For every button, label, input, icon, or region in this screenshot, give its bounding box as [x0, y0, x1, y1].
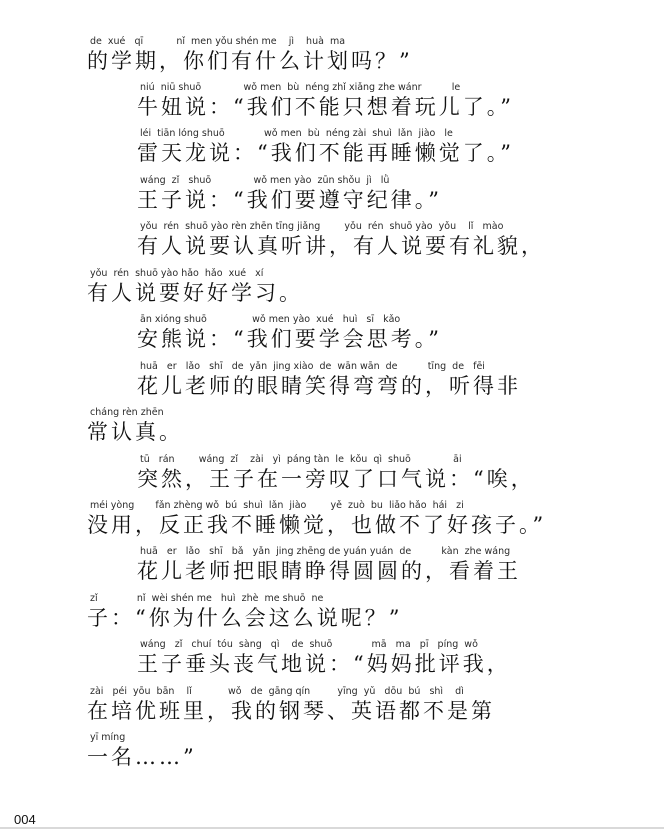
- chinese-text: 王子垂头丧气地说：“妈妈批评我，: [137, 652, 511, 676]
- pinyin-annotation: zǐ nǐ wèi shén me huì zhè me shuō ne: [90, 593, 324, 604]
- pinyin-annotation: ān xióng shuō wǒ men yào xué huì sī kǎo: [140, 314, 401, 325]
- chinese-text: 安熊说：“我们要学会思考。”: [137, 327, 442, 351]
- chinese-text: 王子说：“我们要遵守纪律。”: [137, 188, 442, 212]
- chinese-text: 有人说要认真听讲，有人说要有礼貌，: [137, 234, 545, 258]
- pinyin-annotation: huā er lǎo shī bǎ yǎn jing zhēng de yuán yuán de kàn zhe wáng: [140, 546, 511, 557]
- chinese-text: 花儿老师的眼睛笑得弯弯的，听得非: [137, 374, 521, 398]
- pinyin-annotation: yǒu rén shuō yào hǎo hǎo xué xí: [90, 268, 264, 279]
- pinyin-annotation: léi tiān lóng shuō wǒ men bù néng zài shuì lǎn jiào le: [140, 128, 453, 139]
- pinyin-annotation: de xué qī nǐ men yǒu shén me jì huà ma: [90, 36, 346, 47]
- pinyin-annotation: huā er lǎo shī de yǎn jing xiào de wān wān de tīng de fēi: [140, 361, 485, 372]
- chinese-text: 在培优班里，我的钢琴、英语都不是第: [87, 699, 495, 723]
- chinese-text: 有人说要好好学习。: [87, 281, 303, 305]
- chinese-text: 没用，反正我不睡懒觉，也做不了好孩子。”: [87, 513, 547, 537]
- pinyin-annotation: zài péi yōu bān lǐ wǒ de gāng qín yīng yǔ dōu bú shì dì: [90, 686, 464, 697]
- chinese-text: 雷天龙说：“我们不能再睡懒觉了。”: [137, 141, 514, 165]
- chinese-text: 花儿老师把眼睛睁得圆圆的，看着王: [137, 559, 521, 583]
- pinyin-annotation: tū rán wáng zǐ zài yì páng tàn le kǒu qì shuō āi: [140, 454, 462, 465]
- pinyin-annotation: yǒu rén shuō yào rèn zhēn tīng jiǎng yǒu rén shuō yào yǒu lǐ mào: [140, 221, 504, 232]
- chinese-text: 牛妞说：“我们不能只想着玩儿了。”: [137, 95, 514, 119]
- page-number: 004: [14, 812, 36, 827]
- pinyin-annotation: wáng zǐ chuí tóu sàng qì de shuō mā ma pī píng wǒ: [140, 639, 478, 650]
- chinese-text: 一名……”: [87, 745, 197, 769]
- chinese-text: 的学期，你们有什么计划吗？”: [87, 49, 413, 73]
- pinyin-annotation: cháng rèn zhēn: [90, 407, 164, 418]
- pinyin-annotation: wáng zǐ shuō wǒ men yào zūn shǒu jì lǜ: [140, 175, 390, 186]
- chinese-text: 突然，王子在一旁叹了口气说：“唉，: [137, 467, 535, 491]
- pinyin-annotation: niú niū shuō wǒ men bù néng zhǐ xiǎng zhe wánr le: [140, 82, 461, 93]
- pinyin-annotation: méi yòng fǎn zhèng wǒ bú shuì lǎn jiào yě zuò bu liǎo hǎo hái zi: [90, 500, 464, 511]
- pinyin-annotation: yī míng: [90, 732, 126, 743]
- chinese-text: 子：“你为什么会这么说呢？”: [87, 606, 403, 630]
- chinese-text: 常认真。: [87, 420, 183, 444]
